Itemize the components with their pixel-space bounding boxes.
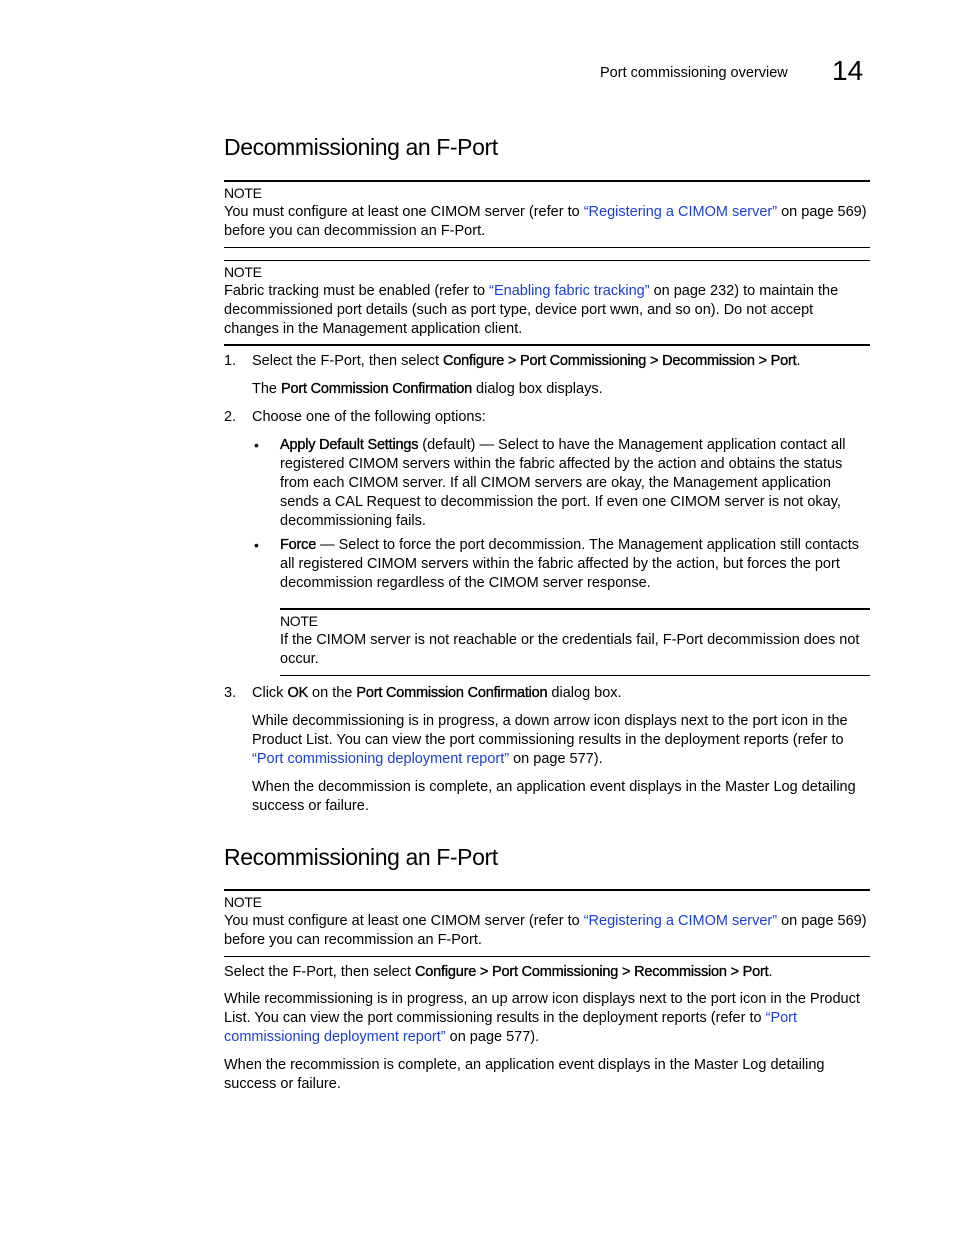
step-3-text (252, 684, 622, 703)
text: List. You can view the port commissioning results in the deployment reports (refer to (224, 1010, 766, 1026)
text: When the decommission is complete, an application event displays in the Master Log detailing (252, 779, 856, 795)
note-text: on page 232) to maintain the (649, 283, 839, 299)
link-deployment-report[interactable]: commissioning deployment report” (224, 1029, 446, 1045)
note-text: You must configure at least one CIMOM server (refer to (224, 913, 584, 929)
text: success or failure. (224, 1076, 341, 1092)
text: decommission regardless of the CIMOM server response. (280, 575, 651, 591)
step-number: 2. (224, 409, 237, 425)
note-text: changes in the Management application client. (224, 321, 523, 337)
link-enabling-fabric-tracking[interactable]: “Enabling fabric tracking” (489, 283, 650, 299)
note-text: decommissioned port details (such as port type, device port wwn, and so on). Do not accept (224, 302, 814, 318)
text: on page 577). (509, 751, 603, 767)
text: Select the F-Port, then select (224, 964, 416, 980)
bullet-icon: • (254, 537, 259, 553)
note-text: before you can decommission an F-Port. (224, 223, 486, 239)
note-fabric-tracking (224, 260, 870, 346)
text: all registered CIMOM servers within the fabric affected by the action, but forces the port (280, 556, 840, 572)
text: — Select to force the port decommission. The Management application still contacts (316, 537, 860, 553)
step-number: 1. (224, 353, 237, 369)
text: sends a CAL Request to decommission the port. If even one CIMOM server is not okay, (280, 494, 841, 510)
menu-path: Configure > Port Commissioning > Recommission > Port (415, 964, 769, 980)
note-text: on page 569) (777, 204, 867, 220)
chapter-number: 14 (832, 55, 864, 86)
step-1-text (252, 352, 801, 371)
link-deployment-report[interactable]: “Port commissioning deployment report” (252, 751, 510, 767)
text: Product List. You can view the port commissioning results in the deployment reports (refer to (252, 732, 844, 748)
recommission-complete-paragraph (224, 1056, 824, 1094)
punct: . (768, 964, 773, 980)
note-cimom-required-recommission (224, 889, 870, 957)
text: Click (252, 685, 288, 701)
option-force (280, 536, 859, 593)
link-registering-cimom[interactable]: “Registering a CIMOM server” (583, 913, 778, 929)
running-header-title: Port commissioning overview (600, 65, 788, 81)
note-cimom-required (224, 180, 870, 248)
bullet-icon: • (254, 437, 259, 453)
link-registering-cimom[interactable]: “Registering a CIMOM server” (583, 204, 778, 220)
text: When the recommission is complete, an application event displays in the Master Log detailing (224, 1057, 825, 1073)
section-heading-recommission: Recommissioning an F-Port (224, 844, 498, 870)
text: from each CIMOM server. If all CIMOM servers are okay, the Management application (280, 475, 831, 491)
text: dialog box. (547, 685, 622, 701)
text: The (252, 381, 282, 397)
punct: . (796, 353, 801, 369)
text: registered CIMOM servers within the fabric affected by the action and obtains the status (280, 456, 843, 472)
note-cimom-unreachable (280, 608, 870, 676)
note-text: Fabric tracking must be enabled (refer to (224, 283, 490, 299)
option-name: Force (280, 537, 317, 553)
step-1-result (252, 380, 603, 399)
dialog-name: Port Commission Confirmation (356, 685, 548, 701)
section-heading-decommission: Decommissioning an F-Port (224, 134, 498, 160)
step-text: Select the F-Port, then select (252, 353, 444, 369)
text: on the (308, 685, 357, 701)
text: success or failure. (252, 798, 369, 814)
option-name: Apply Default Settings (280, 437, 419, 453)
menu-path: Configure > Port Commissioning > Decommission > Port (443, 353, 797, 369)
ok-label: OK (287, 685, 309, 701)
recommission-select-step (224, 963, 773, 982)
note-text: You must configure at least one CIMOM server (refer to (224, 204, 584, 220)
option-apply-default (280, 436, 845, 531)
text: on page 577). (445, 1029, 540, 1045)
text: (default) — Select to have the Management application contact all (418, 437, 846, 453)
step-number: 3. (224, 685, 237, 701)
step-2-text: Choose one of the following options: (252, 409, 486, 425)
step-3-progress-paragraph (252, 712, 848, 769)
text: While recommissioning is in progress, an up arrow icon displays next to the port icon in the Product (224, 991, 860, 1007)
note-label: NOTE (224, 894, 262, 910)
note-text: on page 569) (777, 913, 867, 929)
note-text: occur. (280, 651, 319, 667)
note-text: before you can recommission an F-Port. (224, 932, 482, 948)
text: While decommissioning is in progress, a down arrow icon displays next to the port icon in the (252, 713, 848, 729)
note-label: NOTE (224, 185, 262, 201)
text: decommissioning fails. (280, 513, 426, 529)
link-deployment-report[interactable]: “Port (765, 1010, 798, 1026)
note-label: NOTE (224, 264, 262, 280)
note-text: If the CIMOM server is not reachable or the credentials fail, F-Port decommission does not (280, 632, 860, 648)
recommission-progress-paragraph (224, 990, 860, 1047)
text: dialog box displays. (472, 381, 603, 397)
note-label: NOTE (280, 613, 318, 629)
step-3-complete-paragraph (252, 778, 856, 816)
dialog-name: Port Commission Confirmation (281, 381, 473, 397)
